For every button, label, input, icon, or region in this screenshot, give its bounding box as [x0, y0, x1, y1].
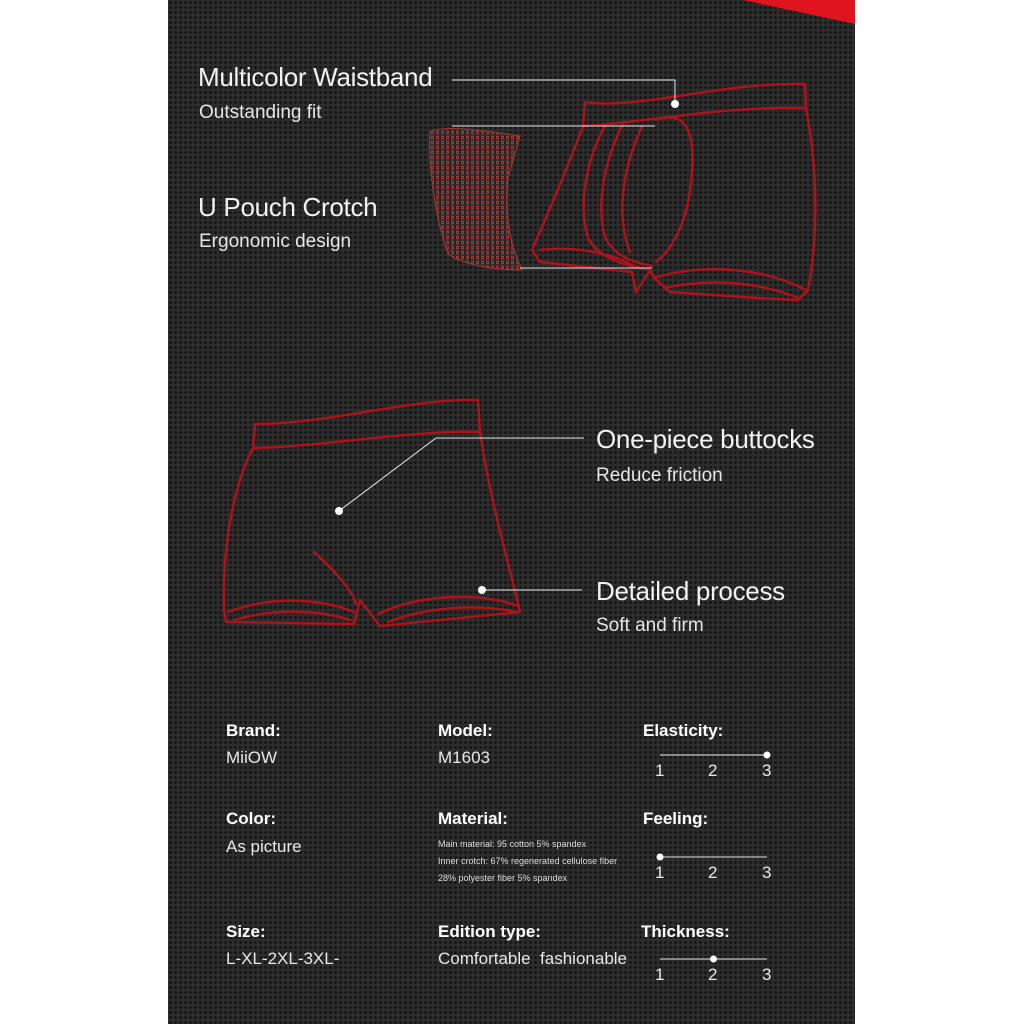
- thickness-label: Thickness:: [641, 922, 730, 941]
- feature-waistband-subtitle: Outstanding fit: [199, 102, 322, 123]
- feeling-tick-2: 2: [708, 863, 718, 882]
- feature-waistband-title: Multicolor Waistband: [198, 62, 433, 92]
- edition-label: Edition type:: [438, 922, 541, 941]
- model-label: Model:: [438, 721, 493, 740]
- brand-label: Brand:: [226, 721, 281, 740]
- color-label: Color:: [226, 809, 277, 828]
- elasticity-tick-2: 2: [708, 761, 718, 780]
- feature-process-title: Detailed process: [596, 576, 785, 606]
- feeling-scale: [657, 854, 768, 861]
- brand-value: MiiOW: [226, 748, 277, 767]
- thickness-scale: [660, 956, 767, 963]
- edition-value: Comfortable fashionable: [438, 949, 628, 968]
- thickness-tick-2: 2: [708, 965, 718, 984]
- thickness-scale-marker: [710, 956, 717, 963]
- size-label: Size:: [226, 922, 266, 941]
- feature-buttocks-title: One-piece buttocks: [596, 424, 815, 454]
- feature-process-subtitle: Soft and firm: [596, 615, 704, 636]
- thickness-tick-1: 1: [655, 965, 665, 984]
- feeling-label: Feeling:: [643, 809, 709, 828]
- feature-pouch-title: U Pouch Crotch: [198, 192, 378, 222]
- elasticity-label: Elasticity:: [643, 721, 724, 740]
- material-line-3: 28% polyester fiber 5% spandex: [438, 873, 568, 883]
- feeling-tick-1: 1: [655, 863, 665, 882]
- material-line-2: Inner crotch: 67% regenerated cellulose fiber: [438, 856, 618, 866]
- material-line-1: Main material: 95 cotton 5% spandex: [438, 839, 587, 849]
- elasticity-tick-1: 1: [655, 761, 665, 780]
- feeling-tick-3: 3: [762, 863, 772, 882]
- size-value: L-XL-2XL-3XL-: [226, 949, 340, 968]
- feature-pouch-subtitle: Ergonomic design: [199, 231, 352, 252]
- elasticity-scale: [660, 752, 771, 759]
- color-value: As picture: [226, 837, 302, 856]
- feeling-scale-marker: [657, 854, 664, 861]
- elasticity-tick-3: 3: [762, 761, 772, 780]
- feature-buttocks-subtitle: Reduce friction: [596, 465, 723, 486]
- elasticity-scale-marker: [764, 752, 771, 759]
- material-label: Material:: [438, 809, 508, 828]
- model-value: M1603: [438, 748, 490, 767]
- thickness-tick-3: 3: [762, 965, 772, 984]
